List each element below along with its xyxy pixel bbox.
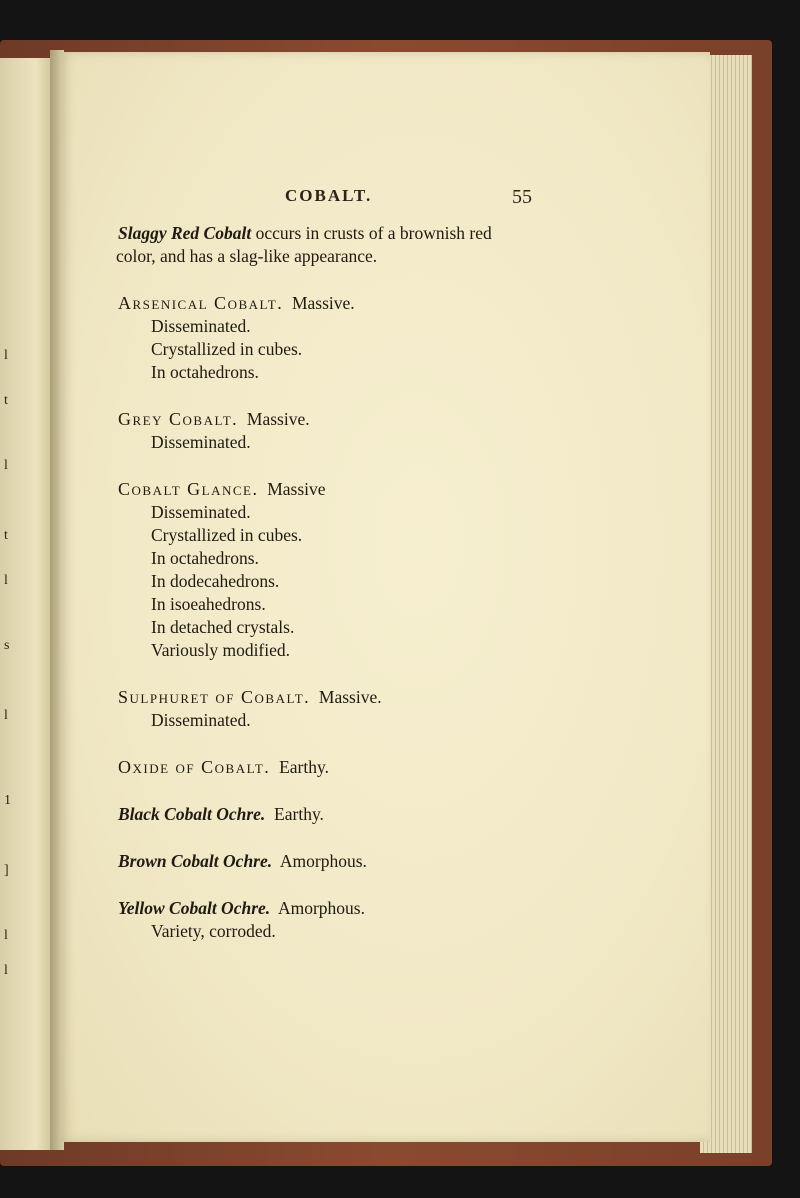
spacer	[118, 732, 558, 756]
left-mark: l	[4, 708, 8, 723]
entry-text: Massive	[267, 479, 326, 499]
entry-text: Massive.	[291, 293, 355, 313]
left-mark: l	[4, 573, 8, 588]
entry-oxide-of-cobalt	[118, 756, 558, 779]
entry-continuation: color, and has a slag-like appearance.	[116, 246, 378, 266]
left-mark: l	[4, 928, 8, 943]
entry-item: Crystallized in cubes.	[151, 525, 303, 545]
entry-item: In isoeahedrons.	[151, 594, 266, 614]
entry-title: Yellow Cobalt Ochre.	[118, 898, 271, 918]
entry-title: Sulphuret of Cobalt.	[118, 687, 311, 707]
left-page-edge	[0, 58, 54, 1150]
entry-title: Grey Cobalt.	[118, 409, 239, 429]
entry-slaggy-red-cobalt	[118, 222, 558, 245]
entry-item: Disseminated.	[151, 316, 251, 336]
entry-item: Disseminated.	[151, 710, 251, 730]
entry-item: Variously modified.	[151, 640, 291, 660]
entry-title: Black Cobalt Ochre.	[118, 804, 266, 824]
spacer	[118, 454, 558, 478]
left-mark: t	[4, 393, 8, 408]
entry-yellow-cobalt-ochre	[118, 897, 558, 920]
entry-item: In dodecahedrons.	[151, 571, 280, 591]
spacer	[118, 268, 558, 292]
spacer	[118, 384, 558, 408]
page-number: 55	[512, 186, 532, 208]
entry-cobalt-glance	[118, 478, 558, 501]
entry-brown-cobalt-ochre	[118, 850, 558, 873]
left-mark: l	[4, 348, 8, 363]
spacer	[118, 826, 558, 850]
entry-text: Massive.	[246, 409, 310, 429]
entry-black-cobalt-ochre	[118, 803, 558, 826]
entry-item: In detached crystals.	[151, 617, 295, 637]
spacer	[118, 779, 558, 803]
left-mark: ]	[4, 863, 9, 878]
entry-title: Brown Cobalt Ochre.	[118, 851, 273, 871]
entry-title: Oxide of Cobalt.	[118, 757, 271, 777]
entry-title: Slaggy Red Cobalt	[118, 223, 252, 243]
entry-title: Cobalt Glance.	[118, 479, 259, 499]
entry-item: Disseminated.	[151, 502, 251, 522]
spacer	[118, 873, 558, 897]
entry-sulphuret-of-cobalt	[118, 686, 558, 709]
left-mark: 1	[4, 793, 11, 808]
entry-text: Amorphous.	[279, 851, 367, 871]
left-mark: l	[4, 963, 8, 978]
left-mark: l	[4, 458, 8, 473]
entry-text: Earthy.	[279, 757, 329, 777]
entry-item: Variety, corroded.	[151, 921, 276, 941]
entry-text: Massive.	[318, 687, 382, 707]
entry-item: Disseminated.	[151, 432, 251, 452]
entry-arsenical-cobalt	[118, 292, 558, 315]
left-mark: t	[4, 528, 8, 543]
entry-text: Amorphous.	[277, 898, 365, 918]
running-head: COBALT.	[285, 186, 373, 205]
entry-grey-cobalt	[118, 408, 558, 431]
entry-item: In octahedrons.	[151, 548, 259, 568]
entry-item: Crystallized in cubes.	[151, 339, 303, 359]
entry-item: In octahedrons.	[151, 362, 259, 382]
entry-text: occurs in crusts of a brownish red	[255, 223, 492, 243]
spacer	[118, 662, 558, 686]
left-mark: s	[4, 638, 10, 653]
page-body	[118, 222, 558, 943]
entry-title: Arsenical Cobalt.	[118, 293, 284, 313]
entry-text: Earthy.	[274, 804, 324, 824]
